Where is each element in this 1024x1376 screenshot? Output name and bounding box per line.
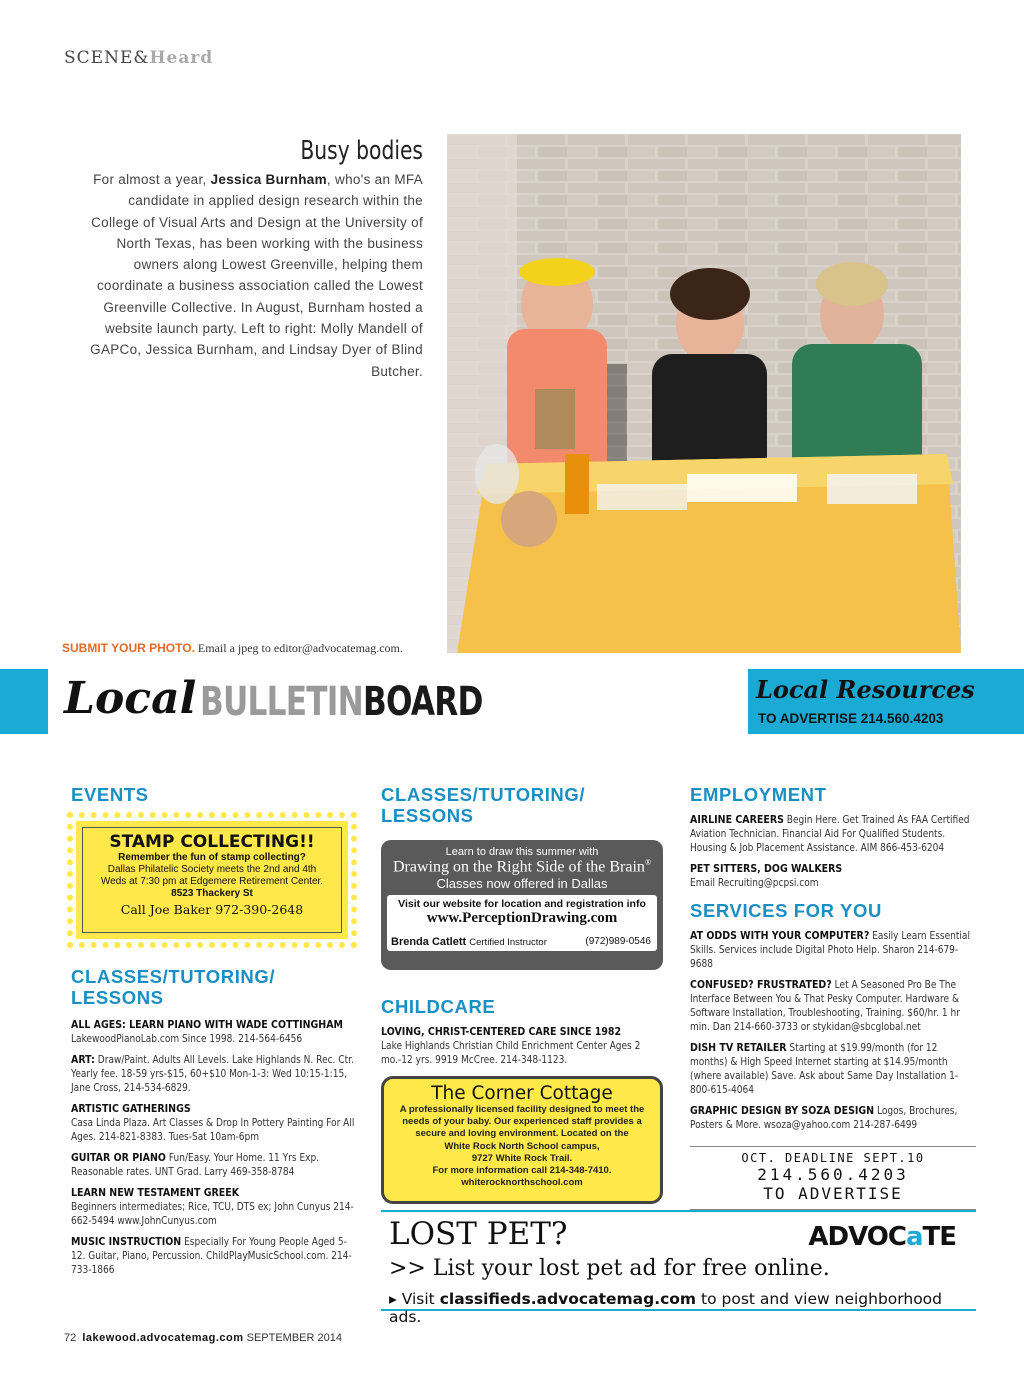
lost-pet-visit xyxy=(389,1290,976,1326)
column-3 xyxy=(690,784,976,1210)
logo-a: a xyxy=(905,1222,923,1252)
drawing-class-ad xyxy=(381,840,663,970)
classifieds-link[interactable]: classifieds.advocatemag.com xyxy=(439,1290,697,1308)
cottage-line: For more information call 214-348-7410. xyxy=(432,1165,612,1177)
cottage-line: needs of your baby. Our experienced staff provides a xyxy=(402,1116,642,1128)
local-resources-title: Local Resources xyxy=(756,675,975,704)
listing-head: DISH TV RETAILER xyxy=(690,1041,787,1054)
visit-pre: Visit xyxy=(401,1290,440,1308)
draw-ad-info-box xyxy=(387,895,657,951)
listing-body: Logos, Brochures, Posters & More. wsoza@yahoo.com 214-287-6499 xyxy=(690,1105,958,1131)
draw-ad-top: Learn to draw this summer with xyxy=(445,846,599,858)
classes-listings xyxy=(71,1018,358,1277)
services-heading: SERVICES FOR YOU xyxy=(690,900,882,921)
listing-item xyxy=(71,1102,357,1144)
listing-body: Begin Here. Get Trained As FAA Certified Aviation Technician. Financial Aid For Qualified Students. Housing & Job Placement Assistance. AIM 866-453-6204 xyxy=(690,814,970,854)
listing-body: Let A Seasoned Pro Be The Interface Between You & That Pesky Computer. Hardware & Software Installation, Troubleshooting, Training. $60/hr. 1 hr min. Dan 214-660-3733 or stykidan@sbcglobal.net xyxy=(690,979,960,1033)
play-icon: ▸ xyxy=(389,1290,397,1308)
lost-pet-subtitle: >> List your lost pet ad for free online. xyxy=(389,1256,830,1281)
stamp-ad-line1: Dallas Philatelic Society meets the 2nd and 4th xyxy=(107,864,317,875)
listing-body: Beginners intermediates; Rice, TCU, DTS ex; John Cunyus 214-662-5494 www.JohnCunyus.com xyxy=(71,1201,354,1227)
submit-text: Email a jpeg to editor@advocatemag.com. xyxy=(197,641,403,655)
banner-board: BOARD xyxy=(362,679,483,725)
stamp-collecting-ad xyxy=(71,816,353,944)
logo-post: TE xyxy=(922,1222,956,1252)
listing-body: Email Recruiting@pcpsi.com xyxy=(690,877,819,889)
listing-body: Starting at $19.99/month (for 12 months) & High Speed Internet starting at $14.95/month (where available) Save. Ask about Same Day Installation 1-800-615-4064 xyxy=(690,1042,959,1096)
deadline-date: OCT. DEADLINE SEPT.10 xyxy=(741,1151,925,1165)
listing-body: Fun/Easy. Your Home. 11 Yrs Exp. Reasonable rates. UNT Grad. Larry 469-358-8784 xyxy=(71,1152,320,1178)
classes-heading-2 xyxy=(381,784,663,826)
column-2 xyxy=(381,784,663,1204)
listing-head: CONFUSED? FRUSTRATED? xyxy=(690,978,832,991)
event-photo-image xyxy=(447,134,961,653)
section-header xyxy=(64,48,213,68)
classes-heading-2-line2: LESSONS xyxy=(381,805,474,826)
lost-pet-title: LOST PET? xyxy=(389,1216,568,1252)
banner-local: Local xyxy=(64,673,197,724)
classes-heading-2-line1: CLASSES/TUTORING/ xyxy=(381,784,586,805)
listing-item xyxy=(71,1151,357,1179)
listing-item xyxy=(71,1018,357,1046)
visit-post: to post and view neighborhood ads. xyxy=(389,1290,942,1326)
listing-item xyxy=(690,978,975,1034)
listing-body: Easily Learn Essential Skills. Services include Digital Photo Help. Sharon 214-679-9688 xyxy=(690,930,970,970)
listing-item xyxy=(690,929,975,971)
page-footer xyxy=(64,1332,342,1344)
section-scene: SCENE& xyxy=(64,48,150,68)
childcare-listing xyxy=(381,1025,662,1067)
events-heading: EVENTS xyxy=(71,784,149,805)
listing-head: ART: xyxy=(71,1053,95,1066)
draw-ad-main xyxy=(387,858,657,876)
listing-item xyxy=(690,813,975,855)
childcare-head: LOVING, CHRIST-CENTERED CARE SINCE 1982 xyxy=(381,1025,622,1038)
draw-ad-url: www.PerceptionDrawing.com xyxy=(426,910,618,927)
listing-item xyxy=(690,1041,975,1097)
listing-item xyxy=(71,1186,357,1228)
services-listings xyxy=(690,929,976,1132)
cottage-line: A professionally licensed facility designed to meet the xyxy=(399,1104,645,1115)
listing-item xyxy=(690,862,975,890)
draw-ad-phone: (972)989-0546 xyxy=(585,936,651,948)
stamp-ad-subtitle: Remember the fun of stamp collecting? xyxy=(118,852,306,863)
cottage-line: whiterocknorthschool.com xyxy=(461,1177,583,1189)
classes-heading-1 xyxy=(71,966,358,1008)
listing-item xyxy=(690,1104,975,1132)
draw-ad-sub: Classes now offered in Dallas xyxy=(436,876,608,892)
cottage-title: The Corner Cottage xyxy=(431,1083,613,1104)
deadline-advertise: TO ADVERTISE xyxy=(763,1184,903,1203)
cottage-line: secure and loving environment. Located on the xyxy=(415,1128,629,1140)
listing-head: AIRLINE CAREERS xyxy=(690,813,784,826)
page-number: 72 xyxy=(64,1332,77,1344)
listing-body: Especially For Young People Aged 5-12. Guitar, Piano, Percussion. ChildPlayMusicSchool.com. 214-733-1866 xyxy=(71,1236,352,1276)
column-1 xyxy=(71,784,358,1284)
event-photo xyxy=(447,134,961,653)
listing-head: MUSIC INSTRUCTION xyxy=(71,1235,182,1248)
footer-date: SEPTEMBER 2014 xyxy=(246,1332,342,1344)
draw-ad-instructor-role: Certified Instructor xyxy=(469,937,547,949)
listing-item xyxy=(71,1053,357,1095)
draw-ad-visit: Visit our website for location and registration info xyxy=(398,898,646,911)
stamp-ad-frame xyxy=(82,827,342,933)
corner-cottage-ad xyxy=(381,1076,663,1204)
draw-ad-instructor-name: Brenda Catlett xyxy=(391,936,467,949)
cottage-line: 9727 White Rock Trail. xyxy=(471,1152,573,1164)
listing-body: LakewoodPianoLab.com Since 1998. 214-564-6456 xyxy=(71,1033,303,1045)
childcare-body: Lake Highlands Christian Child Enrichment Center Ages 2 mo.-12 yrs. 9919 McCree. 214-348-1123. xyxy=(381,1040,641,1066)
employment-listings xyxy=(690,813,976,890)
listing-head: PET SITTERS, DOG WALKERS xyxy=(690,862,843,875)
listing-body: Casa Linda Plaza. Art Classes & Drop In Pottery Painting For All Ages. 214-821-8383. Tues-Sat 10am-6pm xyxy=(71,1117,355,1143)
caption-post: , who's an MFA candidate in applied design research within the College of Visual Arts and Design at the University of North Texas, has been working with the business owners along Lowest Greenville, helping them coordinate a business association called the Lowest Greenville Collective. In August, Burnham hosted a website launch party. Left to right: Molly Mandell of GAPCo, Jessica Burnham, and Lindsay Dyer of Blind Butcher. xyxy=(90,172,423,379)
photo-title: Busy bodies xyxy=(300,136,423,166)
employment-heading: EMPLOYMENT xyxy=(690,784,827,805)
stamp-ad-title: STAMP COLLECTING!! xyxy=(109,832,315,852)
classes-heading-1-line2: LESSONS xyxy=(71,987,164,1008)
listing-head: LEARN NEW TESTAMENT GREEK xyxy=(71,1186,240,1199)
caption-name: Jessica Burnham xyxy=(210,172,327,187)
classes-heading-1-line1: CLASSES/TUTORING/ xyxy=(71,966,276,987)
stamp-ad-line2: Weds at 7:30 pm at Edgemere Retirement Center. xyxy=(100,876,324,887)
listing-item xyxy=(71,1235,357,1277)
photo-caption xyxy=(90,169,423,382)
logo-pre: ADVOC xyxy=(808,1222,906,1252)
caption-pre: For almost a year, xyxy=(93,172,211,187)
draw-ad-reg: ® xyxy=(644,858,652,867)
listing-head: ALL AGES: LEARN PIANO WITH WADE COTTINGHAM xyxy=(71,1018,343,1031)
listing-head: GRAPHIC DESIGN BY SOZA DESIGN xyxy=(690,1104,875,1117)
banner-advertise: TO ADVERTISE 214.560.4203 xyxy=(758,711,944,726)
stamp-ad-call: Call Joe Baker 972-390-2648 xyxy=(120,902,304,917)
listing-head: GUITAR OR PIANO xyxy=(71,1151,166,1164)
deadline-phone: 214.560.4203 xyxy=(757,1165,909,1184)
section-heard: Heard xyxy=(149,48,214,68)
banner-bulletin: BULLETIN xyxy=(200,679,363,725)
bulletin-banner xyxy=(0,669,1024,734)
cottage-line: White Rock North School campus, xyxy=(444,1140,600,1152)
listing-head: ARTISTIC GATHERINGS xyxy=(71,1102,191,1115)
banner-bulletinboard xyxy=(200,679,483,725)
submit-label: SUBMIT YOUR PHOTO. xyxy=(62,641,195,655)
draw-ad-instructor xyxy=(391,936,547,948)
lost-pet-ad xyxy=(381,1210,976,1326)
cottage-text xyxy=(384,1104,660,1189)
submit-photo xyxy=(62,641,403,656)
listing-body: Draw/Paint. Adults All Levels. Lake Highlands N. Rec. Ctr. Yearly fee. 18-59 yrs-$15, 60+$10 Mon-1-3: Wed 10:15-1:15, Jane Cross, 214-534-6829. xyxy=(71,1054,354,1094)
stamp-ad-address: 8523 Thackery St xyxy=(171,888,253,899)
draw-ad-main-text: Drawing on the Right Side of the Brain xyxy=(392,858,645,876)
childcare-heading: CHILDCARE xyxy=(381,996,496,1017)
ad-deadline-box xyxy=(690,1146,976,1210)
listing-head: AT ODDS WITH YOUR COMPUTER? xyxy=(690,929,870,942)
advocate-logo xyxy=(808,1222,956,1252)
footer-site[interactable]: lakewood.advocatemag.com xyxy=(82,1332,244,1344)
